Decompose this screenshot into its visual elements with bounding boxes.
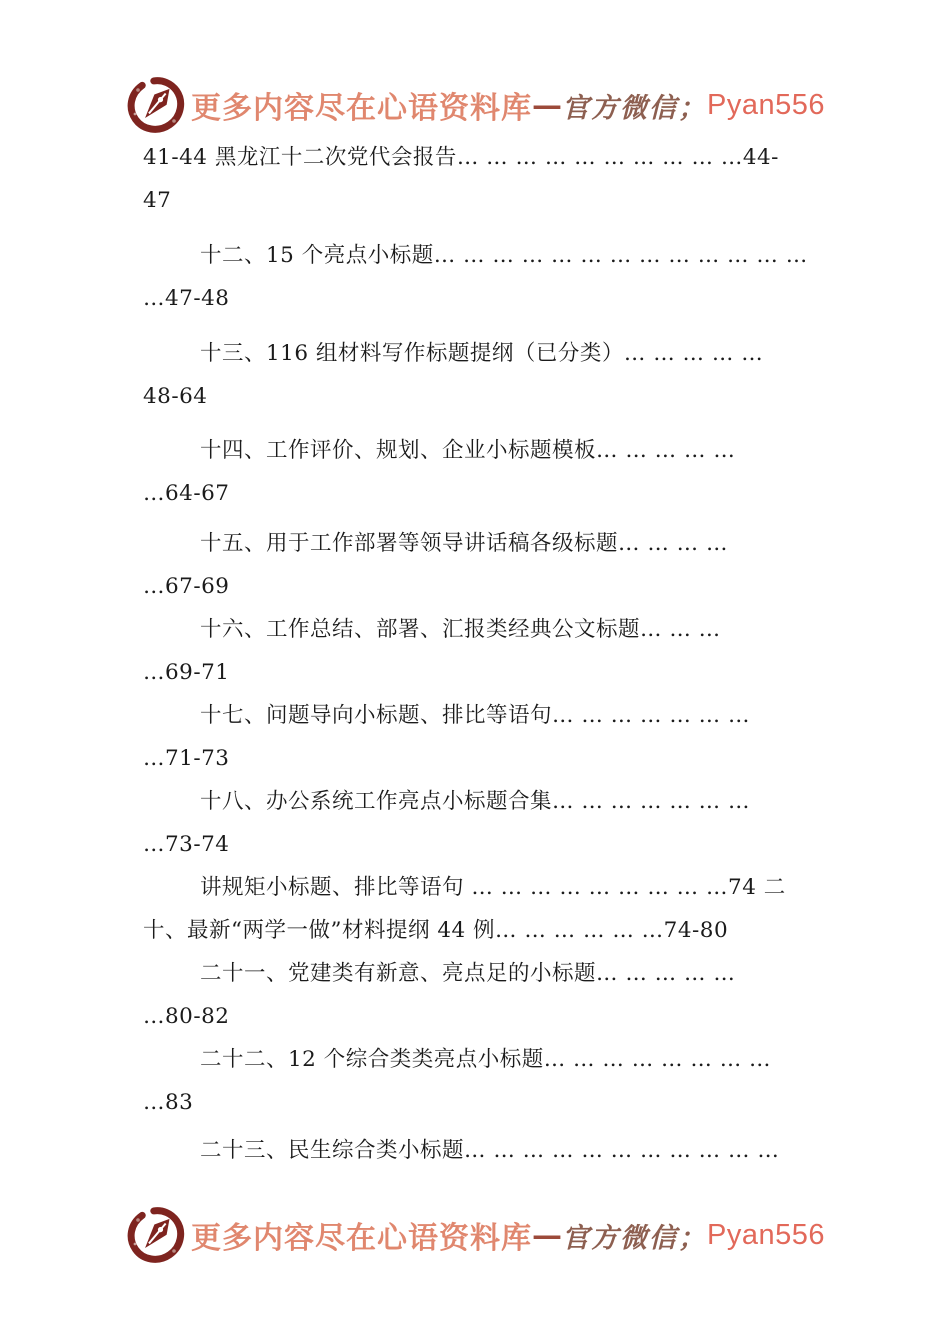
toc-line: …64-67 <box>143 481 230 506</box>
toc-line: …67-69 <box>143 574 230 599</box>
toc-line: 十四、工作评价、规划、企业小标题模板… … … … … <box>200 438 736 463</box>
toc-line: 二十一、党建类有新意、亮点足的小标题… … … … … <box>200 961 736 986</box>
toc-line: 47 <box>143 188 172 213</box>
toc-line: 十七、问题导向小标题、排比等语句… … … … … … … <box>200 703 751 728</box>
toc-line: …83 <box>143 1090 194 1115</box>
toc-line: 十八、办公系统工作亮点小标题合集… … … … … … … <box>200 789 751 814</box>
toc-line: 十二、15 个亮点小标题… … … … … … … … … … … … … <box>200 243 808 268</box>
wechat-id: Pyan556 <box>707 1218 825 1251</box>
toc-line: …69-71 <box>143 660 230 685</box>
pen-circle-logo-icon <box>125 76 187 134</box>
toc-line: …80-82 <box>143 1004 230 1029</box>
brand-separator: — <box>532 87 562 123</box>
toc-line: …73-74 <box>143 832 230 857</box>
wechat-label: 官方微信； <box>562 1222 707 1254</box>
toc-line: …71-73 <box>143 746 230 771</box>
wechat-id: Pyan556 <box>707 88 825 121</box>
toc-line: 讲规矩小标题、排比等语句 … … … … … … … … …74 二 <box>200 875 786 900</box>
toc-line: 二十三、民生综合类小标题… … … … … … … … … … … <box>200 1138 780 1163</box>
brand-text: 更多内容尽在心语资料库 <box>191 1221 532 1256</box>
pen-circle-logo-icon <box>125 1206 187 1264</box>
toc-line: 十五、用于工作部署等领导讲话稿各级标题… … … … <box>200 531 729 556</box>
toc-line: 十六、工作总结、部署、汇报类经典公文标题… … … <box>200 617 721 642</box>
brand-text: 更多内容尽在心语资料库 <box>191 91 532 126</box>
toc-line: …47-48 <box>143 286 230 311</box>
toc <box>143 136 823 1172</box>
wechat-label: 官方微信； <box>562 92 707 124</box>
toc-line: 41-44 黑龙江十二次党代会报告… … … … … … … … … …44- <box>143 145 779 170</box>
toc-line: 十、最新“两学一做”材料提纲 44 例… … … … … …74-80 <box>143 918 729 943</box>
toc-line: 二十二、12 个综合类类亮点小标题… … … … … … … … <box>200 1047 772 1072</box>
footer-brand-bar <box>0 1206 950 1264</box>
toc-line: 十三、116 组材料写作标题提纲（已分类）… … … … … <box>200 341 764 366</box>
toc-line: 48-64 <box>143 384 208 409</box>
header-brand-bar <box>0 76 950 134</box>
brand-separator: — <box>532 1217 562 1253</box>
